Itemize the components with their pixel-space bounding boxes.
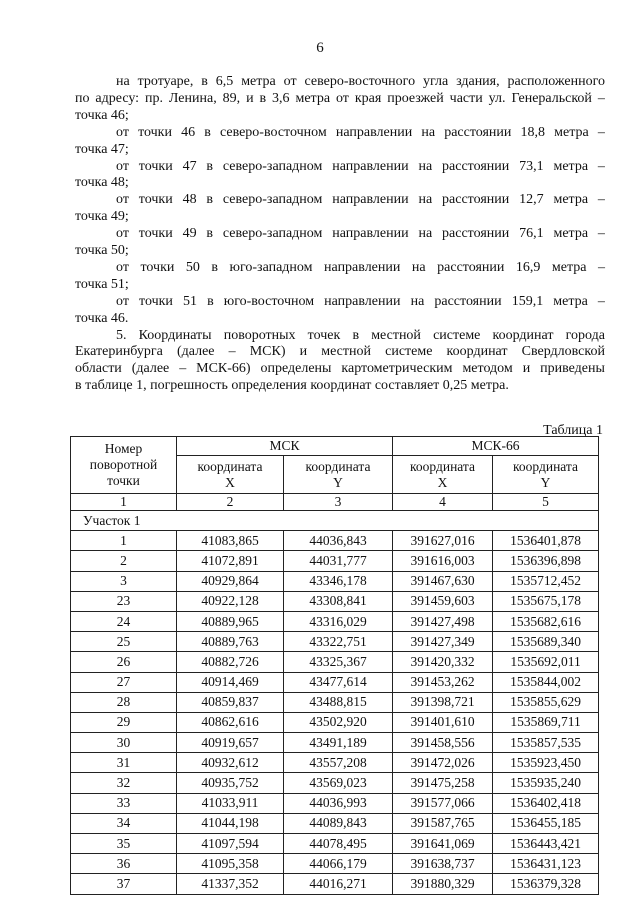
point-number-cell: 27 bbox=[71, 672, 177, 692]
table-row bbox=[71, 733, 599, 753]
header-msk66-y: координата Y bbox=[493, 456, 599, 494]
coordinate-cell: 1535923,450 bbox=[493, 753, 599, 773]
column-number: 1 bbox=[71, 494, 177, 511]
coordinate-cell: 43488,815 bbox=[284, 692, 393, 712]
coordinate-cell: 391616,003 bbox=[393, 551, 493, 571]
coordinate-cell: 43569,023 bbox=[284, 773, 393, 793]
section-label: Участок 1 bbox=[71, 511, 599, 531]
table-row bbox=[71, 834, 599, 854]
table-row bbox=[71, 692, 599, 712]
coordinate-cell: 391638,737 bbox=[393, 854, 493, 874]
coordinate-cell: 391427,349 bbox=[393, 632, 493, 652]
coordinate-cell: 1535692,011 bbox=[493, 652, 599, 672]
point-number-cell: 1 bbox=[71, 531, 177, 551]
table-row bbox=[71, 874, 599, 894]
header-msk66: МСК-66 bbox=[393, 437, 599, 456]
table-row bbox=[71, 793, 599, 813]
coordinate-cell: 41044,198 bbox=[177, 813, 284, 833]
text-line: Екатеринбурга (далее – МСК) и местной системе координат Свердловской bbox=[75, 344, 605, 360]
coordinate-cell: 44016,271 bbox=[284, 874, 393, 894]
coordinate-cell: 1535689,340 bbox=[493, 632, 599, 652]
table-row bbox=[71, 611, 599, 631]
point-number-cell: 33 bbox=[71, 793, 177, 813]
text-line: точка 51; bbox=[75, 276, 129, 292]
coordinate-cell: 43502,920 bbox=[284, 712, 393, 732]
coordinate-cell: 1536402,418 bbox=[493, 793, 599, 813]
coordinate-cell: 1535869,711 bbox=[493, 712, 599, 732]
text-line: точка 49; bbox=[75, 209, 129, 225]
coordinate-cell: 43316,029 bbox=[284, 611, 393, 631]
coordinate-cell: 391641,069 bbox=[393, 834, 493, 854]
header-msk-y: координата Y bbox=[284, 456, 393, 494]
text-line: точка 46; bbox=[75, 107, 129, 123]
coordinate-cell: 1536396,898 bbox=[493, 551, 599, 571]
coordinate-cell: 391401,610 bbox=[393, 712, 493, 732]
table-row bbox=[71, 854, 599, 874]
column-number: 5 bbox=[493, 494, 599, 511]
header-point-number: Номер поворотной точки bbox=[71, 437, 177, 494]
text-line: от точки 48 в северо-западном направлении на расстоянии 12,7 метра – bbox=[116, 192, 605, 208]
coordinate-cell: 1535855,629 bbox=[493, 692, 599, 712]
coordinate-cell: 43557,208 bbox=[284, 753, 393, 773]
coordinate-cell: 40914,469 bbox=[177, 672, 284, 692]
coordinate-cell: 391475,258 bbox=[393, 773, 493, 793]
coordinate-cell: 391587,765 bbox=[393, 813, 493, 833]
table-caption: Таблица 1 bbox=[543, 423, 603, 438]
coordinate-cell: 41072,891 bbox=[177, 551, 284, 571]
coordinate-cell: 40922,128 bbox=[177, 591, 284, 611]
coordinate-cell: 43477,614 bbox=[284, 672, 393, 692]
coordinate-cell: 43346,178 bbox=[284, 571, 393, 591]
coordinate-cell: 40919,657 bbox=[177, 733, 284, 753]
coordinate-cell: 41337,352 bbox=[177, 874, 284, 894]
coordinate-cell: 1536379,328 bbox=[493, 874, 599, 894]
coordinate-cell: 391459,603 bbox=[393, 591, 493, 611]
coordinate-cell: 40935,752 bbox=[177, 773, 284, 793]
coordinate-cell: 1536401,878 bbox=[493, 531, 599, 551]
text-line: в таблице 1, погрешность определения координат составляет 0,25 метра. bbox=[75, 378, 509, 394]
table-row bbox=[71, 571, 599, 591]
coordinate-cell: 391420,332 bbox=[393, 652, 493, 672]
table-row bbox=[71, 632, 599, 652]
text-line: точка 46. bbox=[75, 310, 129, 326]
coordinate-cell: 1535675,178 bbox=[493, 591, 599, 611]
column-number: 4 bbox=[393, 494, 493, 511]
text-line: по адресу: пр. Ленина, 89, и в 3,6 метра от края проезжей части ул. Генеральской – bbox=[75, 90, 605, 106]
text-line: от точки 47 в северо-западном направлении на расстоянии 73,1 метра – bbox=[116, 158, 605, 174]
coordinate-cell: 391427,498 bbox=[393, 611, 493, 631]
text-line: от точки 50 в юго-западном направлении на расстоянии 16,9 метра – bbox=[116, 259, 605, 275]
coordinate-cell: 44078,495 bbox=[284, 834, 393, 854]
coordinate-cell: 44089,843 bbox=[284, 813, 393, 833]
coordinate-cell: 1536431,123 bbox=[493, 854, 599, 874]
coordinate-cell: 40929,864 bbox=[177, 571, 284, 591]
text-line: на тротуаре, в 6,5 метра от северо-восточного угла здания, расположенного bbox=[116, 74, 605, 89]
coordinate-cell: 40859,837 bbox=[177, 692, 284, 712]
table-row bbox=[71, 652, 599, 672]
text-line: от точки 46 в северо-восточном направлении на расстоянии 18,8 метра – bbox=[116, 124, 605, 140]
coordinate-cell: 44031,777 bbox=[284, 551, 393, 571]
point-number-cell: 34 bbox=[71, 813, 177, 833]
point-number-cell: 30 bbox=[71, 733, 177, 753]
point-number-cell: 2 bbox=[71, 551, 177, 571]
column-number: 3 bbox=[284, 494, 393, 511]
coordinate-cell: 1535935,240 bbox=[493, 773, 599, 793]
header-msk: МСК bbox=[177, 437, 393, 456]
column-number: 2 bbox=[177, 494, 284, 511]
coordinates-table bbox=[70, 436, 599, 895]
text-line: области (далее – МСК-66) определены картометрическим методом и приведены bbox=[75, 361, 605, 377]
coordinate-cell: 40882,726 bbox=[177, 652, 284, 672]
table-row bbox=[71, 672, 599, 692]
table-row bbox=[71, 531, 599, 551]
coordinate-cell: 44066,179 bbox=[284, 854, 393, 874]
point-number-cell: 36 bbox=[71, 854, 177, 874]
coordinate-cell: 391627,016 bbox=[393, 531, 493, 551]
point-number-cell: 24 bbox=[71, 611, 177, 631]
point-number-cell: 31 bbox=[71, 753, 177, 773]
point-number-cell: 28 bbox=[71, 692, 177, 712]
coordinate-cell: 43325,367 bbox=[284, 652, 393, 672]
coordinate-cell: 40889,965 bbox=[177, 611, 284, 631]
coordinate-cell: 40932,612 bbox=[177, 753, 284, 773]
coordinate-cell: 391577,066 bbox=[393, 793, 493, 813]
point-number-cell: 37 bbox=[71, 874, 177, 894]
coordinate-cell: 391458,556 bbox=[393, 733, 493, 753]
text-line: точка 50; bbox=[75, 243, 129, 258]
coordinate-cell: 40862,616 bbox=[177, 712, 284, 732]
coordinate-cell: 391398,721 bbox=[393, 692, 493, 712]
point-number-cell: 26 bbox=[71, 652, 177, 672]
coordinate-cell: 41033,911 bbox=[177, 793, 284, 813]
text-line: от точки 51 в юго-восточном направлении на расстоянии 159,1 метра – bbox=[116, 293, 605, 309]
table-row bbox=[71, 712, 599, 732]
coordinate-cell: 44036,993 bbox=[284, 793, 393, 813]
coordinate-cell: 391880,329 bbox=[393, 874, 493, 894]
table-row bbox=[71, 773, 599, 793]
text-line: точка 48; bbox=[75, 175, 129, 191]
table-row bbox=[71, 753, 599, 773]
point-number-cell: 3 bbox=[71, 571, 177, 591]
text-line: 5. Координаты поворотных точек в местной системе координат города bbox=[116, 327, 605, 343]
point-number-cell: 25 bbox=[71, 632, 177, 652]
coordinate-cell: 391472,026 bbox=[393, 753, 493, 773]
coordinate-cell: 1535712,452 bbox=[493, 571, 599, 591]
table-row bbox=[71, 813, 599, 833]
point-number-cell: 35 bbox=[71, 834, 177, 854]
table-row bbox=[71, 591, 599, 611]
coordinate-cell: 1535682,616 bbox=[493, 611, 599, 631]
header-msk-x: координата X bbox=[177, 456, 284, 494]
coordinate-cell: 391453,262 bbox=[393, 672, 493, 692]
coordinate-cell: 1536455,185 bbox=[493, 813, 599, 833]
point-number-cell: 29 bbox=[71, 712, 177, 732]
point-number-cell: 23 bbox=[71, 591, 177, 611]
coordinate-cell: 44036,843 bbox=[284, 531, 393, 551]
coordinate-cell: 43308,841 bbox=[284, 591, 393, 611]
point-number-cell: 32 bbox=[71, 773, 177, 793]
coordinate-cell: 41097,594 bbox=[177, 834, 284, 854]
table-row bbox=[71, 551, 599, 571]
coordinate-cell: 1535844,002 bbox=[493, 672, 599, 692]
page-number: 6 bbox=[316, 40, 324, 56]
coordinate-cell: 41095,358 bbox=[177, 854, 284, 874]
text-line: от точки 49 в северо-западном направлении на расстоянии 76,1 метра – bbox=[116, 226, 605, 242]
coordinate-cell: 391467,630 bbox=[393, 571, 493, 591]
coordinate-cell: 1535857,535 bbox=[493, 733, 599, 753]
coordinate-cell: 43491,189 bbox=[284, 733, 393, 753]
coordinate-cell: 43322,751 bbox=[284, 632, 393, 652]
header-msk66-x: координата X bbox=[393, 456, 493, 494]
coordinate-cell: 41083,865 bbox=[177, 531, 284, 551]
text-line: точка 47; bbox=[75, 141, 129, 157]
coordinate-cell: 40889,763 bbox=[177, 632, 284, 652]
coordinate-cell: 1536443,421 bbox=[493, 834, 599, 854]
